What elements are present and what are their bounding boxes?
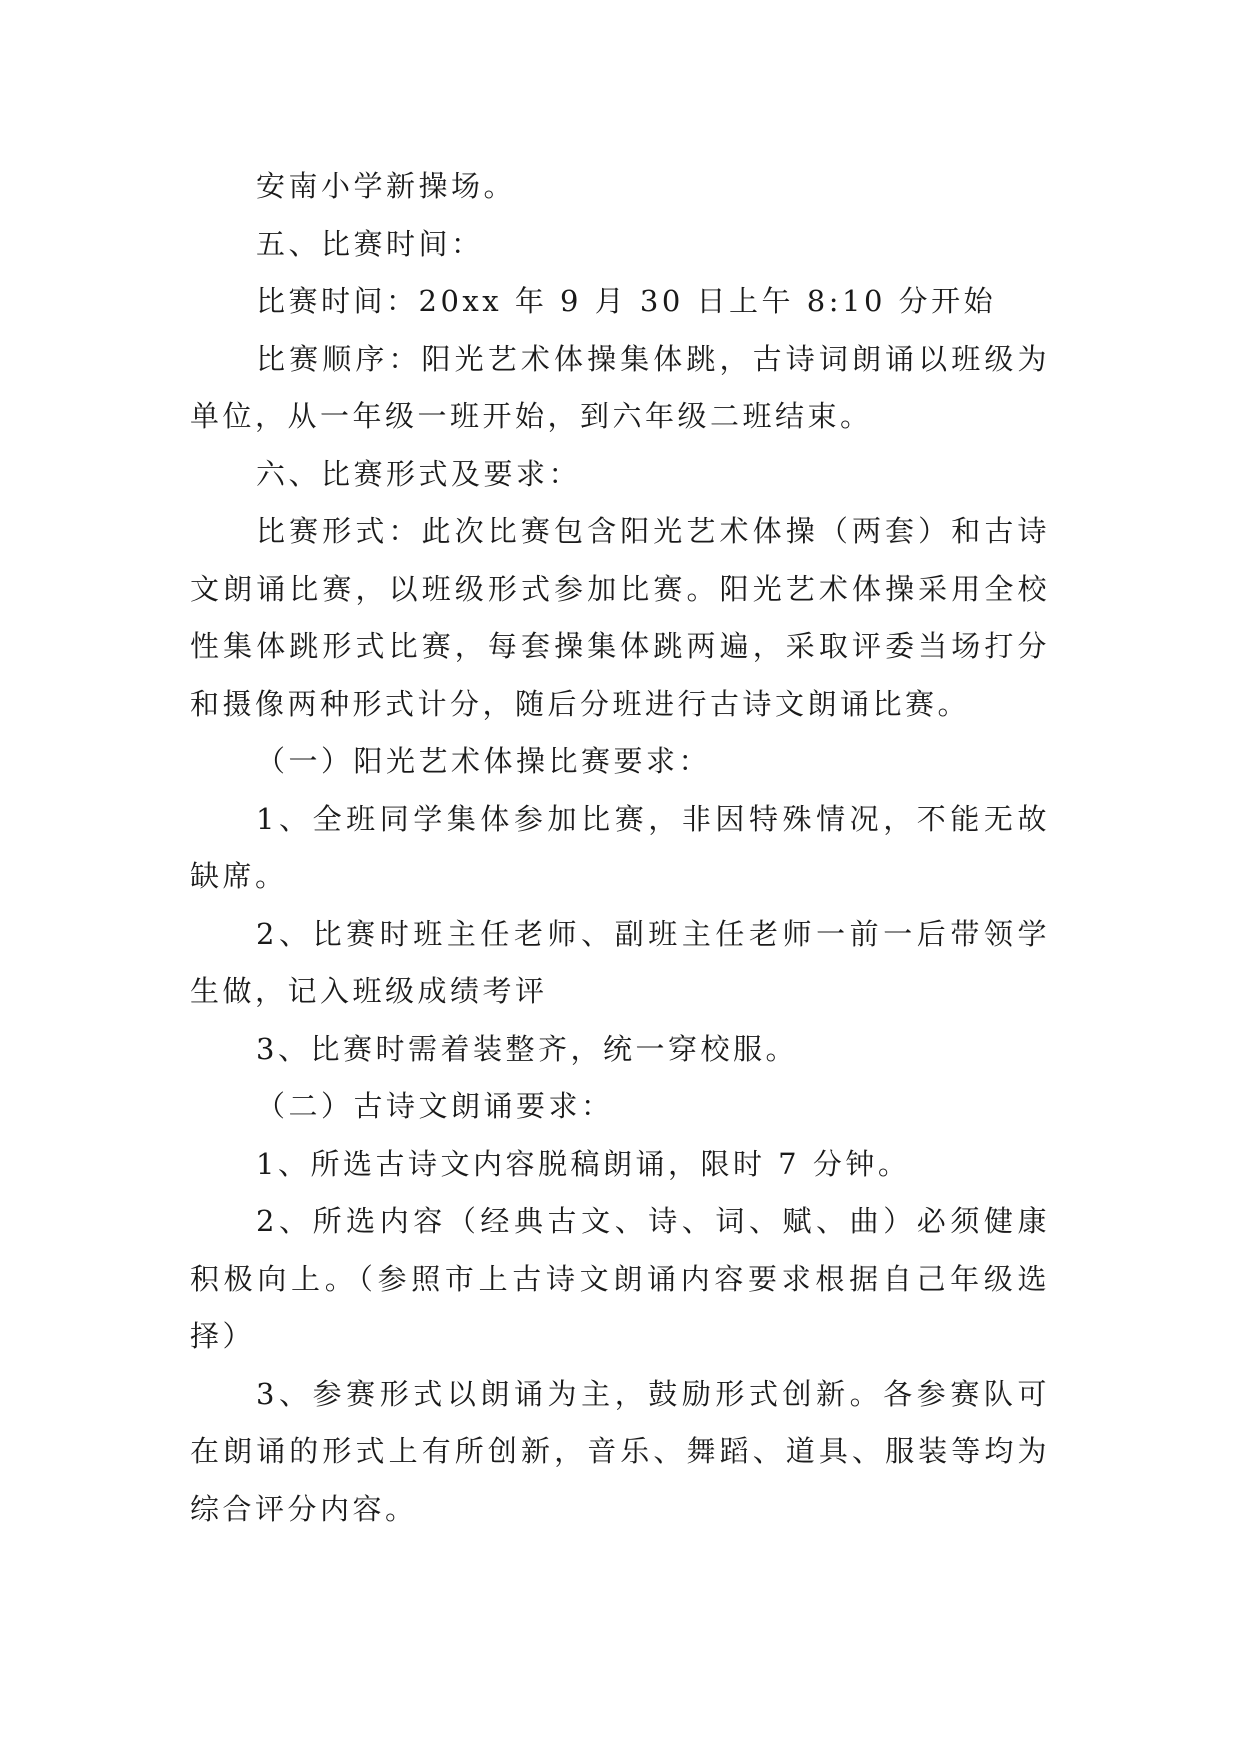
paragraph-format: 比赛形式：此次比赛包含阳光艺术体操（两套）和古诗文朗诵比赛，以班级形式参加比赛。阳光艺术体操采用全校性集体跳形式比赛，每套操集体跳两遍，采取评委当场打分和摄像两种形式计分，随后分班进行古诗文朗诵比赛。 xyxy=(190,514,1050,721)
paragraph-venue: 安南小学新操场。 xyxy=(256,169,517,203)
list-item-recitation-3: 3、参赛形式以朗诵为主，鼓励形式创新。各参赛队可在朗诵的形式上有所创新，音乐、舞蹈、道具、服装等均为综合评分内容。 xyxy=(190,1376,1050,1526)
heading-competition-time: 五、比赛时间： xyxy=(256,226,484,261)
paragraph-order: 比赛顺序：阳光艺术体操集体跳，古诗词朗诵以班级为单位，从一年级一班开始，到六年级二班结束。 xyxy=(190,341,1050,433)
list-item-gymnastics-2: 2、比赛时班主任老师、副班主任老师一前一后带领学生做，记入班级成绩考评 xyxy=(190,916,1050,1008)
subheading-gymnastics: （一）阳光艺术体操比赛要求： xyxy=(256,744,712,778)
list-item-recitation-1: 1、所选古诗文内容脱稿朗诵，限时 7 分钟。 xyxy=(256,1146,911,1181)
list-item-gymnastics-1: 1、全班同学集体参加比赛，非因特殊情况，不能无故缺席。 xyxy=(190,801,1050,893)
heading-format-requirements: 六、比赛形式及要求： xyxy=(256,456,582,491)
subheading-recitation: （二）古诗文朗诵要求： xyxy=(256,1089,614,1123)
paragraph-time: 比赛时间：20xx 年 9 月 30 日上午 8:10 分开始 xyxy=(256,284,997,318)
document-body xyxy=(190,158,1050,1538)
list-item-gymnastics-3: 3、比赛时需着装整齐，统一穿校服。 xyxy=(256,1031,798,1066)
list-item-recitation-2: 2、所选内容（经典古文、诗、词、赋、曲）必须健康积极向上。（参照市上古诗文朗诵内容要求根据自己年级选择） xyxy=(190,1204,1050,1353)
